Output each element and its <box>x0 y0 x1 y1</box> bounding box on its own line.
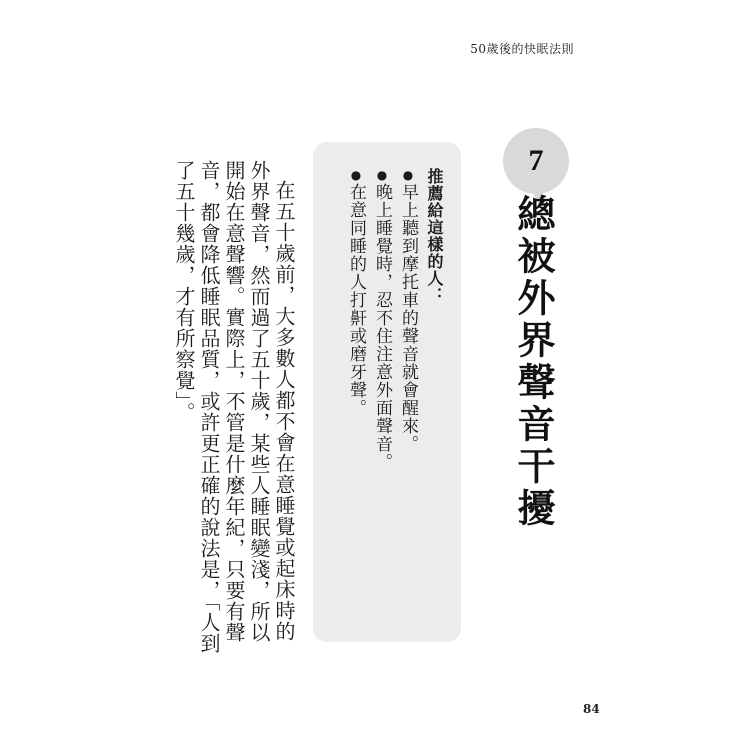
body-text <box>172 160 296 660</box>
page-number: 84 <box>583 702 600 716</box>
recommend-heading: 推薦給這樣的人： <box>425 168 444 304</box>
recommend-content <box>343 168 447 628</box>
recommend-item-text: 在意同睡的人打鼾或磨牙聲。 <box>346 183 366 417</box>
recommend-box <box>313 142 461 642</box>
body-paragraph: 在五十歲前，大多數人都不會在意睡覺或起床時的外界聲音，然而過了五十歲，某些人睡眠變淺，所以開始在意聲響。實際上，不管是什麼年紀，只要有聲音，都會降低睡眠品質，或許更正確的說法是，「人到了五十幾歲，才有所察覺」。 <box>172 160 296 654</box>
recommend-item-text: 早上聽到摩托車的聲音就會醒來。 <box>398 183 418 453</box>
chapter-title: 總被外界聲音干擾 <box>511 194 555 530</box>
bullet-icon: ● <box>375 168 389 183</box>
recommend-item <box>343 168 369 628</box>
recommend-item <box>369 168 395 628</box>
chapter-badge <box>503 128 569 194</box>
running-header: 50歲後的快眠法則 <box>470 42 574 56</box>
recommend-item-text: 晚上睡覺時，忍不住注意外面聲音。 <box>372 183 392 471</box>
bullet-icon: ● <box>349 168 363 183</box>
bullet-icon: ● <box>401 168 415 183</box>
chapter-number: 7 <box>528 144 544 177</box>
recommend-item <box>395 168 421 628</box>
